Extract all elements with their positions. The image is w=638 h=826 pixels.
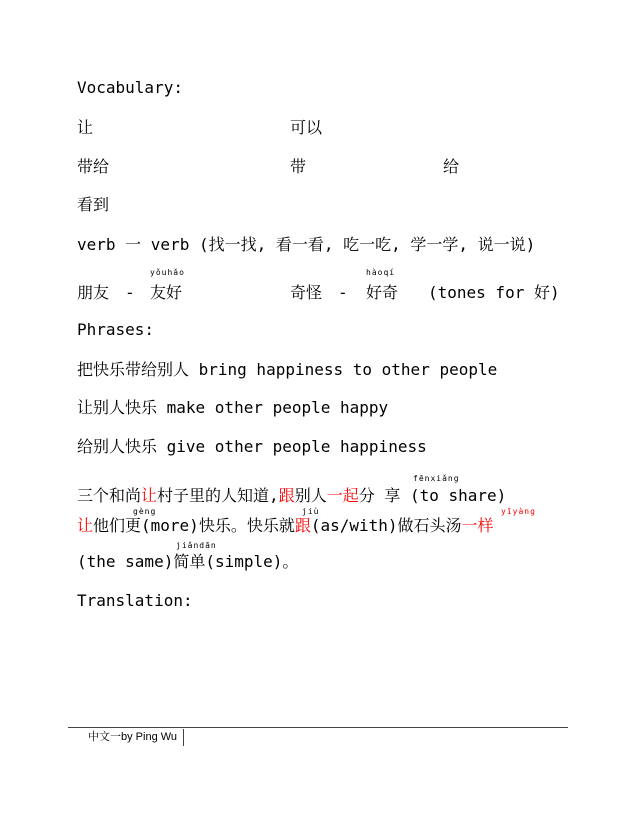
highlight-gen: 跟 (294, 516, 311, 535)
dash-separator: - (338, 283, 348, 302)
footer-page-marker (183, 729, 184, 746)
passage-line-3: (the same)简单(simple)。 (77, 552, 299, 571)
vocab-youhao: 友好 (150, 283, 183, 302)
footer-text: 中文一by Ping Wu (88, 731, 178, 743)
pinyin-youhao: yǒuhǎo (150, 268, 185, 277)
phrases-heading: Phrases: (77, 320, 155, 339)
pinyin-jiandan: jiǎndān (176, 541, 217, 550)
highlight-rang: 让 (77, 516, 94, 535)
passage-line-2 (77, 516, 494, 536)
highlight-rang: 让 (141, 486, 158, 505)
phrase-item: 把快乐带给别人 bring happiness to other people (77, 360, 498, 379)
vocab-haoqi: 好奇 (366, 283, 399, 302)
vocab-dai: 带 (290, 157, 307, 176)
passage-text: 他们更(more)快乐。快乐就 (93, 516, 295, 535)
phrase-item: 给别人快乐 give other people happiness (77, 437, 427, 456)
vocab-keyi: 可以 (290, 118, 323, 137)
highlight-gen: 跟 (278, 486, 295, 505)
vocab-qiguai: 奇怪 (290, 283, 323, 302)
translation-heading: Translation: (77, 591, 193, 610)
vocabulary-heading: Vocabulary: (77, 78, 183, 97)
pinyin-fenxiang: fēnxiǎng (413, 474, 460, 483)
vocab-rang: 让 (77, 118, 94, 137)
pinyin-jiu: jiù (302, 507, 320, 516)
vocab-pengyou: 朋友 (77, 283, 110, 302)
verb-pattern-line: verb 一 verb (找一找, 看一看, 吃一吃, 学一学, 说一说) (77, 235, 536, 254)
phrase-item: 让别人快乐 make other people happy (77, 398, 389, 417)
passage-text: 三个和尚 (77, 486, 142, 505)
pinyin-yiyang: yīyàng (501, 507, 536, 516)
tones-note: (tones for 好) (428, 283, 560, 302)
passage-text: 别人 (294, 486, 327, 505)
passage-text: 分 享 (to share) (358, 486, 507, 505)
vocab-kandao: 看到 (77, 195, 110, 214)
highlight-yiyang: 一样 (461, 516, 494, 535)
pinyin-haoqi: hàoqí (366, 268, 396, 277)
vocab-daigei: 带给 (77, 157, 110, 176)
pinyin-geng: gèng (133, 507, 157, 516)
passage-line-1 (77, 486, 506, 506)
passage-text: (as/with)做石头汤 (310, 516, 462, 535)
dash-separator: - (125, 283, 135, 302)
vocab-gei: 给 (443, 157, 460, 176)
passage-text: 村子里的人知道, (157, 486, 279, 505)
highlight-yiqi: 一起 (326, 486, 359, 505)
footer-divider (68, 727, 568, 728)
